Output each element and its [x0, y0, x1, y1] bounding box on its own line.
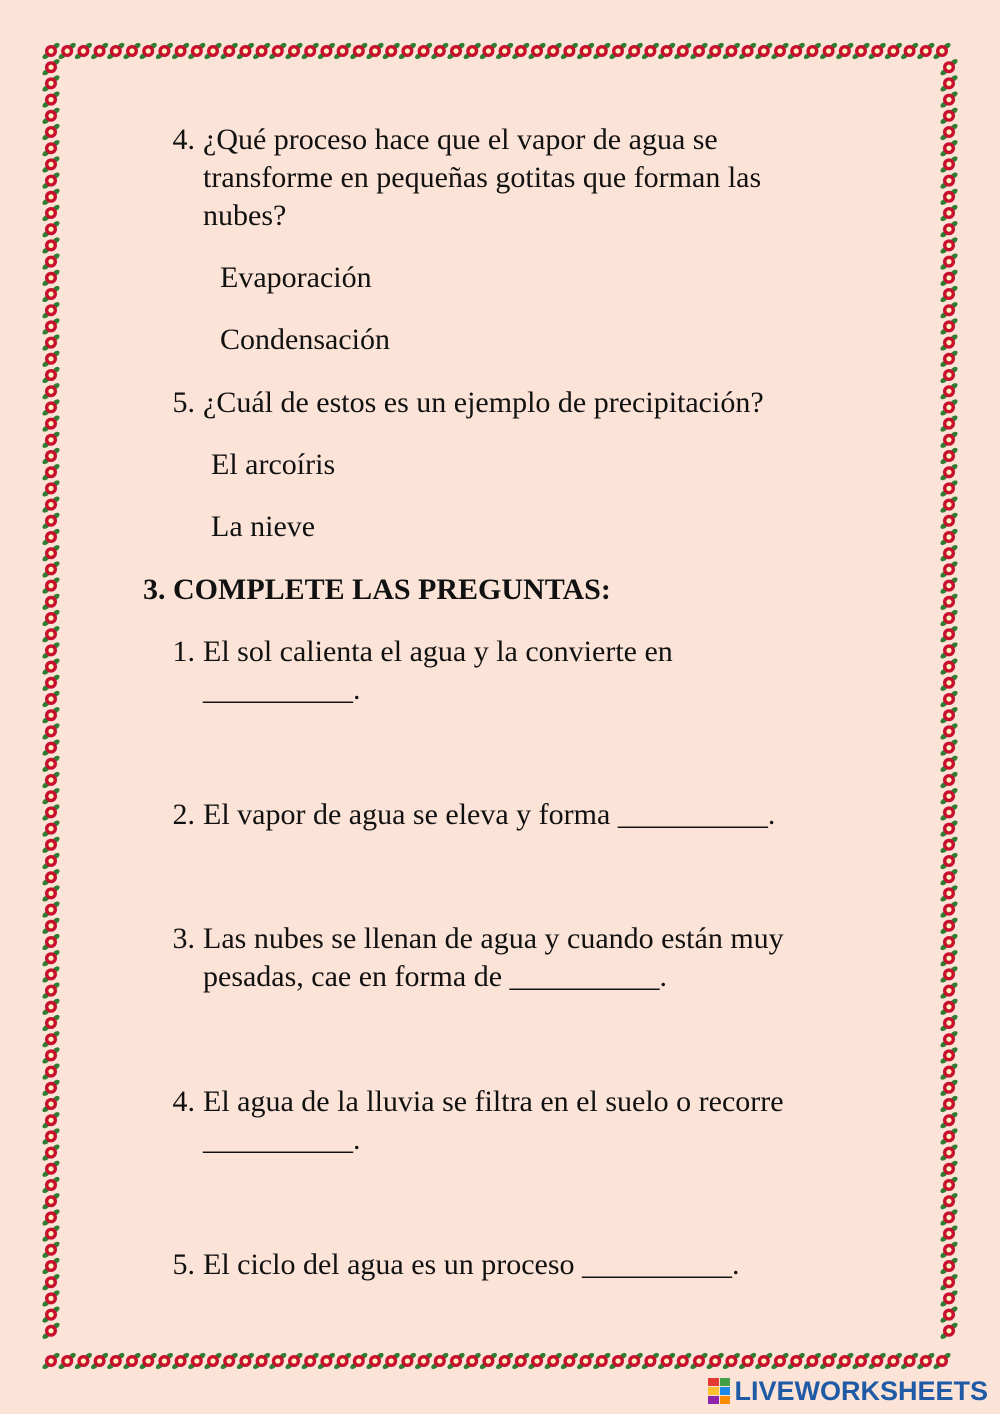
item-text-line[interactable]: __________. [203, 673, 361, 706]
liveworksheets-logo [708, 1374, 988, 1408]
item-text-line: El agua de la lluvia se filtra en el suelo o recorre [203, 1085, 784, 1118]
answer-option[interactable]: Evaporación [220, 261, 372, 294]
item-text-line[interactable]: El ciclo del agua es un proceso __________. [203, 1248, 740, 1281]
item-text-line: El sol calienta el agua y la convierte en [203, 635, 673, 668]
answer-option[interactable]: El arcoíris [211, 448, 336, 481]
question-number: 4. [172, 123, 195, 156]
item-number: 5. [172, 1248, 195, 1281]
question-text-line: ¿Qué proceso hace que el vapor de agua se [203, 123, 718, 156]
question-number: 5. [172, 386, 195, 419]
item-number: 1. [172, 635, 195, 668]
question-text-line: nubes? [203, 199, 287, 232]
item-text-line[interactable]: __________. [203, 1123, 361, 1156]
answer-option[interactable]: Condensación [220, 323, 390, 356]
item-text-line: Las nubes se llenan de agua y cuando están muy [203, 922, 784, 955]
item-number: 4. [172, 1085, 195, 1118]
item-number: 2. [172, 798, 195, 831]
item-number: 3. [172, 922, 195, 955]
item-text-line[interactable]: pesadas, cae en forma de __________. [203, 960, 668, 993]
question-text-line: ¿Cuál de estos es un ejemplo de precipitación? [203, 386, 764, 419]
answer-option[interactable]: La nieve [211, 510, 316, 543]
question-text-line: transforme en pequeñas gotitas que forman las [203, 161, 762, 194]
liveworksheets-logo-text: LIVEWORKSHEETS [734, 1375, 988, 1406]
liveworksheets-logo-icon [708, 1378, 730, 1404]
section-heading: 3. COMPLETE LAS PREGUNTAS: [143, 573, 611, 606]
item-text-line[interactable]: El vapor de agua se eleva y forma __________. [203, 798, 776, 831]
